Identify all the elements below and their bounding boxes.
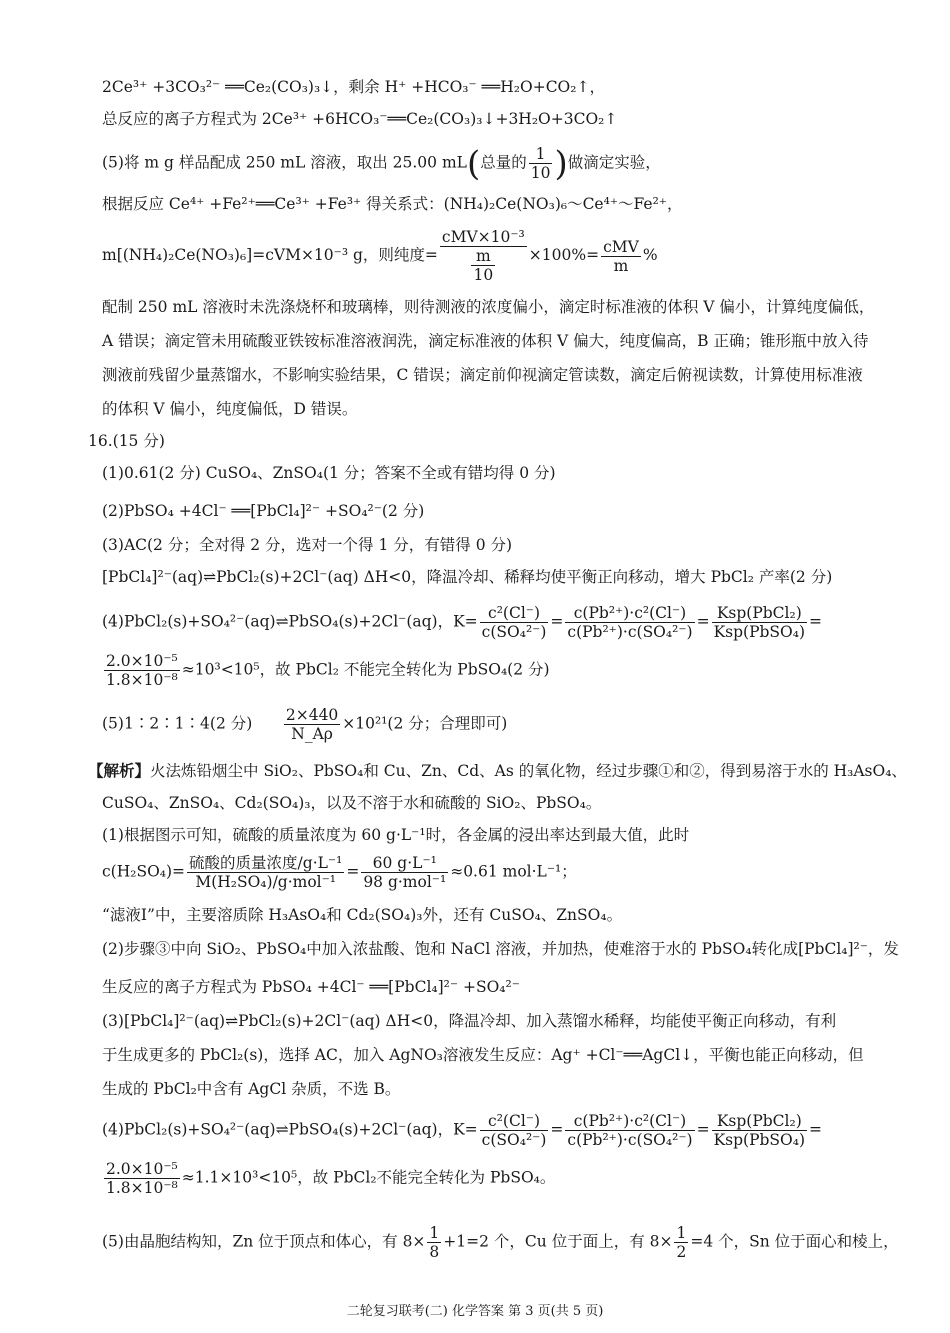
text-line: (1)根据图示可知，硫酸的质量浓度为 60 g·L⁻¹时，各金属的浸出率达到最大值，此时: [102, 826, 690, 844]
fraction: $\frac{\text{Ksp(PbCl₂)}}{\text{Ksp(PbSO₄)}}$: [713, 1112, 806, 1149]
formula-line: (4)PbCl₂(s)+SO₄²⁻(aq)⇌PbSO₄(s)+2Cl⁻(aq)，K= $\frac{\text{c²(Cl⁻)}}{\text{c(SO₄²⁻)}}$ = $\frac{\text{c(Pb²⁺)·c²(Cl⁻)}}{\text{c(Pb²⁺)·c(SO₄²⁻)}}$ = $\frac{\text{Ksp(PbCl₂)}}{\text{Ksp(PbSO₄)}}$ =: [102, 1112, 823, 1149]
text-line: (1)0.61(2 分) CuSO₄、ZnSO₄(1 分；答案不全或有错均得 0 分): [102, 464, 556, 482]
page-footer: 二轮复习联考(二) 化学答案 第 3 页(共 5 页): [346, 1304, 604, 1319]
fraction: $\frac{1}{8}$: [429, 1224, 440, 1261]
text-line: 测液前残留少量蒸馏水，不影响实验结果，C 错误；滴定前仰视滴定管读数，滴定后俯视读数，计算使用标准液: [102, 366, 863, 384]
formula-line: (5)由晶胞结构知，Zn 位于顶点和体心，有 8× $\frac{1}{8}$ +1=2 个，Cu 位于面上，有 8× $\frac{1}{2}$ =4 个，Sn 位于面心和棱上，: [102, 1224, 899, 1261]
fraction: $\frac{\text{Ksp(PbCl₂)}}{\text{Ksp(PbSO₄)}}$: [713, 604, 806, 641]
fraction: $\frac{\text{2.0×10⁻⁵}}{\text{1.8×10⁻⁸}}$: [106, 1160, 178, 1197]
text-line: 根据反应 Ce⁴⁺ +Fe²⁺══Ce³⁺ +Fe³⁺ 得关系式：(NH₄)₂Ce(NO₃)₆～Ce⁴⁺～Fe²⁺，: [102, 195, 683, 213]
fraction: $\frac{2\times 440}{N\_A\rho}$: [285, 706, 339, 743]
formula-line: $\frac{\text{2.0×10⁻⁵}}{\text{1.8×10⁻⁸}}$ ≈1.1×10³<10⁵，故 PbCl₂不能完全转化为 PbSO₄。: [106, 1160, 556, 1197]
formula-line: m[(NH₄)₂Ce(NO₃)₆]=cVM×10⁻³ g，则纯度= $\frac{\text{cMV×10⁻³}}{\frac{m}{10}}$ ×100%= $\frac{\text{cMV}}{m}$ %: [102, 228, 658, 284]
text-span: (5)将 m g 样品配成 250 mL 溶液，取出 25.00 mL: [102, 153, 467, 172]
text-line: 于生成更多的 PbCl₂(s)，选择 AC，加入 AgNO₃溶液发生反应：Ag⁺ +Cl⁻══AgCl↓，平衡也能正向移动，但: [102, 1046, 864, 1064]
fraction: $\frac{\text{cMV×10⁻³}}{\frac{m}{10}}$: [441, 228, 525, 284]
text-line: A 错误；滴定管未用硫酸亚铁铵标准溶液润洗，滴定标准液的体积 V 偏大，纯度偏高，B 正确；锥形瓶中放入待: [102, 332, 869, 350]
text-line: (2)PbSO₄ +4Cl⁻ ══[PbCl₄]²⁻ +SO₄²⁻(2 分): [102, 502, 425, 520]
text-line: [PbCl₄]²⁻(aq)⇌PbCl₂(s)+2Cl⁻(aq) ΔH<0，降温冷却、稀释均使平衡正向移动，增大 PbCl₂ 产率(2 分): [102, 568, 833, 586]
text-line: (5)将 m g 样品配成 250 mL 溶液，取出 25.00 mL(总量的 $\frac{1}{10}$ )做滴定实验，: [102, 143, 661, 184]
fraction: $\frac{\text{c(Pb²⁺)·c²(Cl⁻)}}{\text{c(Pb²⁺)·c(SO₄²⁻)}}$: [567, 1112, 693, 1149]
text-span: 总量的: [480, 153, 527, 172]
text-line: 的体积 V 偏小，纯度偏低，D 错误。: [102, 400, 358, 418]
text-line: 配制 250 mL 溶液时未洗涤烧杯和玻璃棒，则待测液的浓度偏小，滴定时标准液的体积 V 偏小，计算纯度偏低，: [102, 298, 875, 316]
fraction: $\frac{\text{硫酸的质量浓度/g·L⁻¹}}{\text{M(H₂SO₄)/g·mol⁻¹}}$: [189, 854, 343, 891]
formula-line: $\frac{\text{2.0×10⁻⁵}}{\text{1.8×10⁻⁸}}$ ≈10³<10⁵，故 PbCl₂ 不能完全转化为 PbSO₄(2 分): [106, 652, 550, 689]
formula-line: (4)PbCl₂(s)+SO₄²⁻(aq)⇌PbSO₄(s)+2Cl⁻(aq)，K= $\frac{\text{c²(Cl⁻)}}{\text{c(SO₄²⁻)}}$ = $\frac{\text{c(Pb²⁺)·c²(Cl⁻)}}{\text{c(Pb²⁺)·c(SO₄²⁻)}}$ = $\frac{\text{Ksp(PbCl₂)}}{\text{Ksp(PbSO₄)}}$ =: [102, 604, 823, 641]
formula-line: c(H₂SO₄)= $\frac{\text{硫酸的质量浓度/g·L⁻¹}}{\text{M(H₂SO₄)/g·mol⁻¹}}$ = $\frac{\text{60 g·L⁻¹}}{\text{98 g·mol⁻¹}}$ ≈0.61 mol·L⁻¹；: [102, 854, 577, 891]
question-number: 16.(15 分): [88, 432, 165, 450]
text-line: (3)AC(2 分；全对得 2 分，选对一个得 1 分，有错得 0 分): [102, 536, 513, 554]
fraction: $\frac{\text{c(Pb²⁺)·c²(Cl⁻)}}{\text{c(Pb²⁺)·c(SO₄²⁻)}}$: [567, 604, 693, 641]
text-line: 生反应的离子方程式为 PbSO₄ +4Cl⁻ ══[PbCl₄]²⁻ +SO₄²⁻: [102, 978, 520, 996]
text-line: (2)步骤③中向 SiO₂、PbSO₄中加入浓盐酸、饱和 NaCl 溶液，并加热，使难溶于水的 PbSO₄转化成[PbCl₄]²⁻，发: [102, 940, 899, 958]
fraction: $\frac{1}{10}$: [530, 145, 551, 182]
text-line: CuSO₄、ZnSO₄、Cd₂(SO₄)₃，以及不溶于水和硫酸的 SiO₂、PbSO₄。: [102, 794, 602, 812]
fraction: $\frac{\text{2.0×10⁻⁵}}{\text{1.8×10⁻⁸}}$: [106, 652, 178, 689]
text-line: 生成的 PbCl₂中含有 AgCl 杂质，不选 B。: [102, 1080, 401, 1098]
analysis-label: 【解析】: [88, 761, 151, 780]
fraction: $\frac{\text{cMV}}{m}$: [603, 237, 639, 275]
text-line: “滤液Ⅰ”中，主要溶质除 H₃AsO₄和 Cd₂(SO₄)₃外，还有 CuSO₄、ZnSO₄。: [102, 906, 623, 924]
text-line: 总反应的离子方程式为 2Ce³⁺ +6HCO₃⁻══Ce₂(CO₃)₃↓+3H₂O+3CO₂↑: [102, 110, 618, 128]
text-line: 2Ce³⁺ +3CO₃²⁻ ══Ce₂(CO₃)₃↓，剩余 H⁺ +HCO₃⁻ ══H₂O+CO₂↑，: [102, 78, 605, 96]
text-span: 做滴定实验，: [567, 153, 661, 172]
text-line: (3)[PbCl₄]²⁻(aq)⇌PbCl₂(s)+2Cl⁻(aq) ΔH<0，降温冷却、加入蒸馏水稀释，均能使平衡正向移动，有利: [102, 1012, 837, 1030]
fraction: $\frac{\text{c²(Cl⁻)}}{\text{c(SO₄²⁻)}}$: [481, 604, 547, 641]
analysis-line: 【解析】火法炼铅烟尘中 SiO₂、PbSO₄和 Cu、Zn、Cd、As 的氧化物，经过步骤①和②，得到易溶于水的 H₃AsO₄、: [88, 761, 907, 780]
fraction: $\frac{1}{2}$: [676, 1224, 687, 1261]
formula-line: (5)1∶2∶1∶4(2 分) $\frac{2\times 440}{N\_A\rho}$ ×10²¹(2 分；合理即可): [102, 706, 508, 743]
fraction: $\frac{\text{60 g·L⁻¹}}{\text{98 g·mol⁻¹}}$: [363, 854, 447, 891]
fraction: $\frac{\text{c²(Cl⁻)}}{\text{c(SO₄²⁻)}}$: [481, 1112, 547, 1149]
